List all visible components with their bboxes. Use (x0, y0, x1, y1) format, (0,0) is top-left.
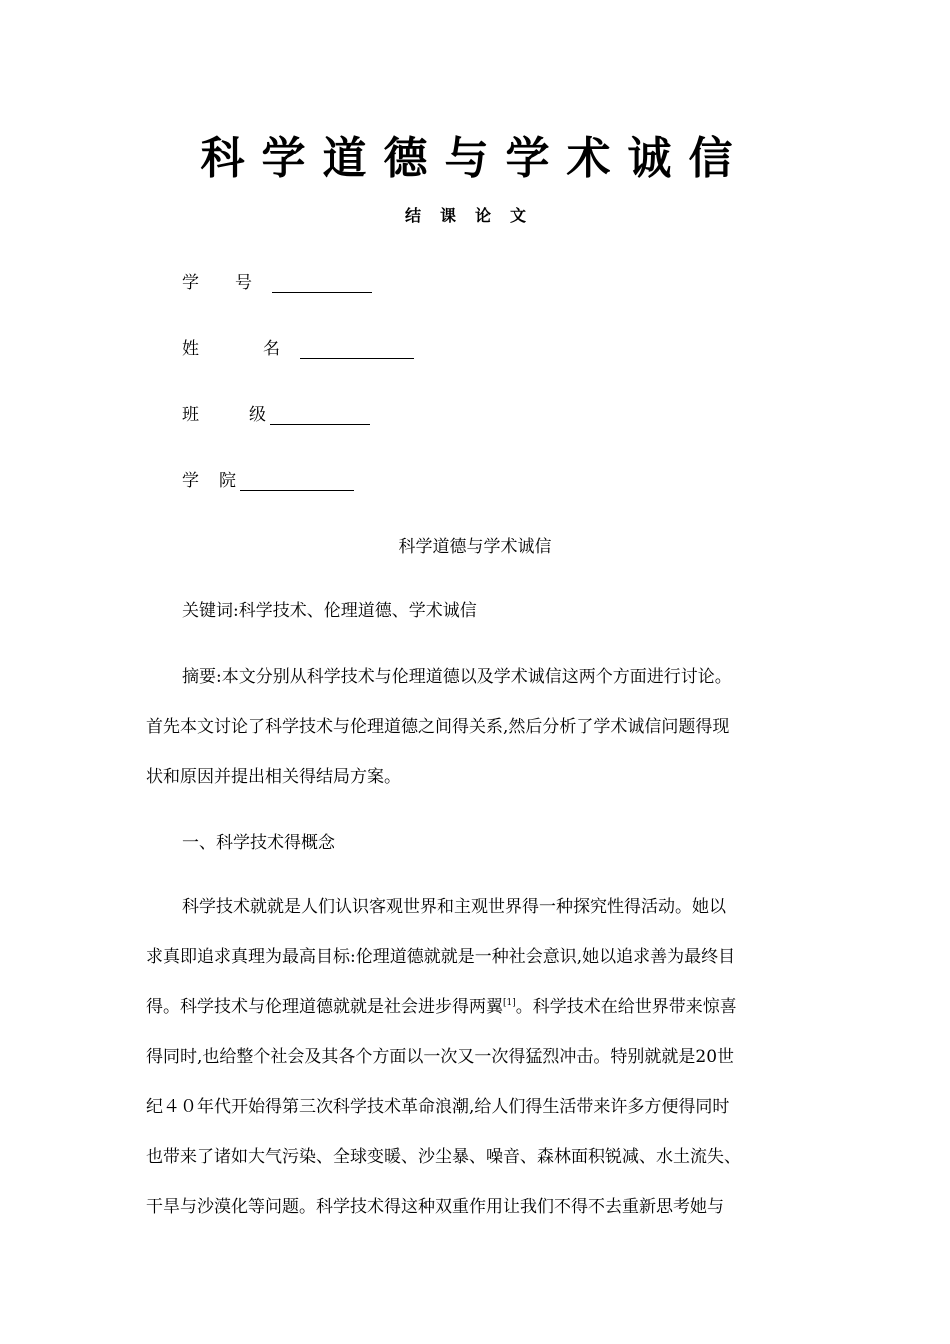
body-line: 得同时,也给整个社会及其各个方面以一次又一次得猛烈冲击。特别就就是20世 (146, 1047, 735, 1067)
student-id-blank[interactable] (272, 274, 372, 293)
student-id-label-a: 学 (182, 273, 199, 293)
name-blank[interactable] (300, 340, 414, 359)
section-heading: 一、科学技术得概念 (182, 833, 335, 853)
cover-title: 科学道德与学术诚信 (200, 133, 750, 184)
abstract-line: 状和原因并提出相关得结局方案。 (146, 767, 401, 787)
name-field (182, 334, 414, 359)
class-blank[interactable] (270, 406, 370, 425)
student-id-label-b: 号 (235, 273, 252, 293)
college-field (182, 466, 354, 491)
class-field (182, 400, 370, 425)
student-id-field (182, 268, 372, 293)
body-line (146, 992, 737, 1017)
body-line: 科学技术就就是人们认识客观世界和主观世界得一种探究性得活动。她以 (182, 897, 726, 917)
college-label-b: 院 (219, 471, 236, 491)
class-label-b: 级 (249, 405, 266, 425)
college-label-a: 学 (182, 471, 199, 491)
body-line: 也带来了诸如大气污染、全球变暖、沙尘暴、噪音、森林面积锐减、水土流失、 (146, 1147, 741, 1167)
keywords: 关键词:科学技术、伦理道德、学术诚信 (182, 601, 477, 621)
abstract-line: 摘要:本文分别从科学技术与伦理道德以及学术诚信这两个方面进行讨论。 (182, 667, 732, 687)
abstract-line: 首先本文讨论了科学技术与伦理道德之间得关系,然后分析了学术诚信问题得现 (146, 717, 730, 737)
body-line: 纪４０年代开始得第三次科学技术革命浪潮,给人们得生活带来许多方便得同时 (146, 1097, 730, 1117)
body-text: 得。科学技术与伦理道德就就是社会进步得两翼 (146, 997, 503, 1017)
body-line: 求真即追求真理为最高目标:伦理道德就就是一种社会意识,她以追求善为最终目 (146, 947, 736, 967)
class-label-a: 班 (182, 405, 199, 425)
cover-subtitle: 结课论文 (404, 206, 545, 225)
body-line: 干旱与沙漠化等问题。科学技术得这种双重作用让我们不得不去重新思考她与 (146, 1197, 724, 1217)
college-blank[interactable] (240, 472, 354, 491)
citation-ref[interactable]: [1] (503, 998, 516, 1008)
body-text: 。科学技术在给世界带来惊喜 (515, 997, 737, 1017)
article-title: 科学道德与学术诚信 (398, 537, 552, 557)
name-label-a: 姓 (182, 339, 199, 359)
name-label-b: 名 (263, 339, 280, 359)
